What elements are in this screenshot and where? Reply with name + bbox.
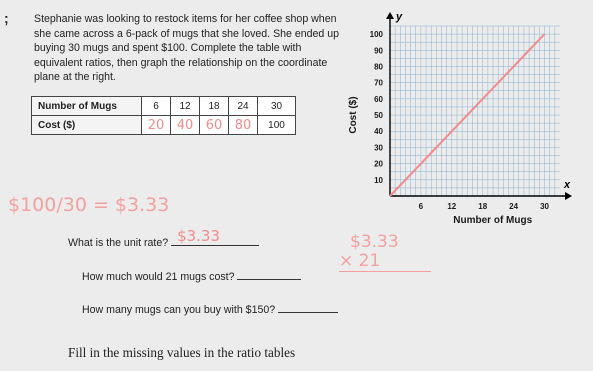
mugs-cell: 18 — [200, 97, 229, 116]
unit-rate-label: What is the unit rate? — [68, 237, 169, 249]
instruction-note: Fill in the missing values in the ratio tables — [68, 345, 296, 360]
y-tick-label: 70 — [374, 78, 383, 88]
bullet-mark: ; — [4, 10, 9, 26]
cost-21-label: How much would 21 mugs cost? — [82, 271, 235, 283]
unit-rate-answer-field[interactable] — [171, 227, 259, 246]
y-axis-name: y — [396, 11, 403, 23]
x-tick-label: 30 — [540, 202, 549, 211]
cost-input-cell[interactable]: 40 — [171, 116, 200, 135]
cost-cell: 100 — [258, 116, 296, 135]
cost-21-question — [82, 268, 301, 283]
y-tick-label: 90 — [374, 46, 383, 56]
y-tick-label: 30 — [374, 143, 383, 153]
side-calc-bottom: × 21 — [339, 251, 431, 272]
handwritten-work: $100/30 = $3.33 — [8, 194, 170, 216]
y-tick-label: 80 — [374, 62, 383, 72]
unit-rate-question — [68, 227, 259, 249]
mugs-cell: 12 — [171, 97, 200, 116]
row-label-cost: Cost ($) — [32, 116, 142, 135]
y-tick-label: 40 — [374, 127, 383, 137]
mugs-cell: 30 — [258, 97, 296, 116]
side-calc-top: $3.33 — [350, 232, 399, 252]
problem-statement: Stephanie was looking to restock items for her coffee shop when she came across a 6-pack of mugs that she loved. She ended up buying 30 mugs and spent $100. Complete the table with equivalent ratios, then graph the relationship on the coordinate plane at the right. — [34, 13, 340, 84]
table-row — [32, 116, 296, 135]
cost-input-cell[interactable]: 60 — [200, 116, 229, 135]
x-axis-label: Number of Mugs — [453, 215, 533, 226]
y-tick-label: 60 — [374, 94, 383, 104]
y-axis-label: Cost ($) — [348, 96, 359, 134]
y-axis-arrow-icon — [386, 12, 394, 19]
x-axis-name: x — [564, 179, 571, 191]
x-tick-label: 6 — [418, 202, 424, 211]
coordinate-plane — [338, 8, 588, 240]
cost-input-cell[interactable]: 80 — [229, 116, 258, 135]
y-tick-label: 100 — [369, 30, 383, 40]
table-row — [32, 97, 296, 116]
x-axis-arrow-icon — [565, 192, 572, 200]
mugs-150-answer-field[interactable] — [278, 301, 338, 313]
mugs-150-label: How many mugs can you buy with $150? — [82, 304, 276, 316]
mugs-150-question — [82, 301, 338, 316]
x-tick-label: 24 — [509, 202, 519, 211]
y-tick-label: 10 — [374, 175, 383, 185]
mugs-cell: 6 — [142, 97, 171, 116]
unit-rate-answer: $3.33 — [177, 227, 221, 245]
ratio-table — [31, 96, 296, 135]
y-tick-label: 50 — [374, 111, 383, 121]
cost-21-answer-field[interactable] — [237, 268, 301, 280]
y-tick-label: 20 — [374, 159, 383, 169]
cost-input-cell[interactable]: 20 — [142, 116, 171, 135]
mugs-cell: 24 — [229, 97, 258, 116]
x-tick-label: 12 — [447, 202, 457, 211]
x-tick-label: 18 — [478, 202, 488, 211]
row-label-mugs: Number of Mugs — [32, 97, 142, 116]
